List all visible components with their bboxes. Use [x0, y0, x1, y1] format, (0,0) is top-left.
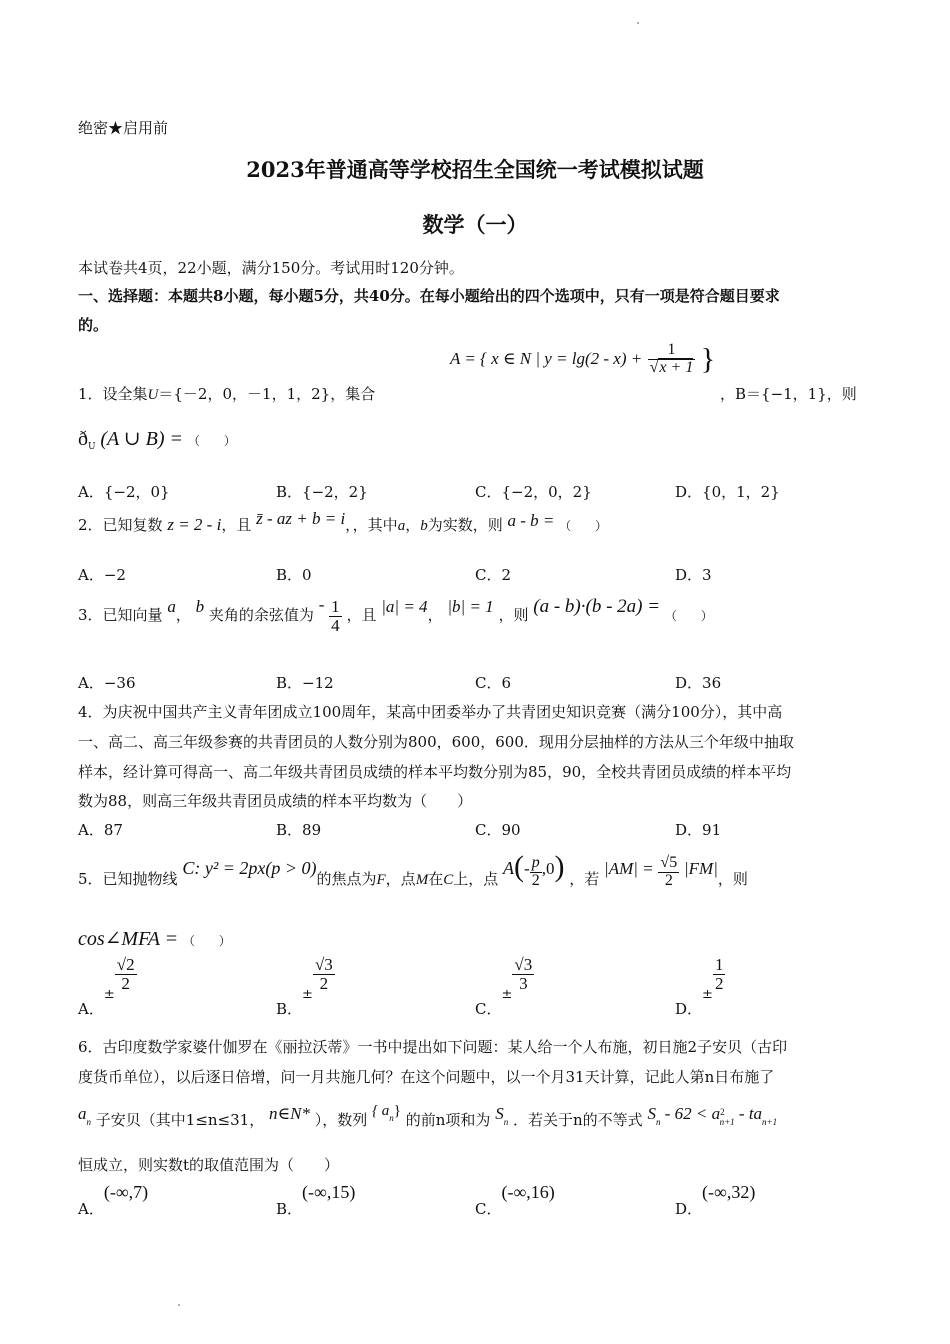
- q1-option-c: C．{−2，0，2}: [475, 483, 592, 501]
- q6-option-a: A．(-∞,7): [78, 1182, 149, 1218]
- q3-option-d: D．36: [675, 674, 722, 692]
- q4-option-b: B．89: [276, 821, 322, 839]
- q3-text: 3．已知向量 a， b 夹角的余弦值为 - $\frac{1}{4}$ ，且 |a| = 4， |b| = 1 ，则 (a - b)·(b - 2a) = （ ）: [78, 595, 713, 635]
- q4-line-1: 4．为庆祝中国共产主义青年团成立100周年，某高中团委举办了共青团史知识竞赛（满分100分），其中高: [78, 703, 783, 721]
- q5-option-a: A．± $\frac{√2}{2}$: [78, 955, 135, 1019]
- q1-option-a: A．{−2，0}: [78, 483, 170, 501]
- q2-option-b: B．0: [276, 566, 312, 584]
- q5-text: 5．已知抛物线 C: y² = 2px(p > 0)的焦点为F，点M在C上，点 A(- $\frac{p}{2}$ ,0) ，若 |AM| = $\frac{√5}{2}$ |FM|，则: [78, 850, 748, 889]
- q5-expression: cos∠MFA = （ ）: [78, 928, 231, 950]
- q3-option-b: B．−12: [276, 674, 334, 692]
- q4-option-c: C．90: [475, 821, 521, 839]
- q4-line-3: 样本，经计算可得高一、高二年级共青团员成绩的样本平均数分别为85，90，全校共青团员成绩的样本平均: [78, 763, 792, 781]
- secret-label: 绝密★启用前: [78, 119, 169, 137]
- q4-option-a: A．87: [78, 821, 123, 839]
- section-heading: 一、选择题：本题共8小题，每小题5分，共40分。在每小题给出的四个选项中，只有一项是符合题目要求: [78, 287, 780, 305]
- section-heading-cont: 的。: [78, 316, 109, 334]
- page-subtitle: 数学（一）: [422, 212, 528, 237]
- q5-option-b: B．± $\frac{√3}{2}$: [276, 955, 333, 1019]
- scan-dot: [178, 1304, 180, 1306]
- q4-line-2: 一、高二、高三年级参赛的共青团员的人数分别为800，600，600．现用分层抽样的方法从三个年级中抽取: [78, 733, 794, 751]
- q1-option-b: B．{−2，2}: [276, 483, 368, 501]
- q2-option-d: D．3: [675, 566, 712, 584]
- q1-expression: $ð_U$ (A ∪ B) = （ ）: [78, 428, 236, 452]
- q2-option-a: A．−2: [78, 566, 126, 584]
- q6-line-2: 度货币单位），以后逐日倍增，问一月共施几何？在这个问题中，以一个月31天计算，记此人第n日布施了: [78, 1068, 775, 1086]
- page-title: 2023年普通高等学校招生全国统一考试模拟试题: [246, 157, 704, 182]
- q2-text: 2．已知复数 z = 2 - i，且 z̄ - az + b = i，，其中a，b为实数，则 a - b = （ ）: [78, 509, 608, 534]
- q3-option-c: C．6: [475, 674, 512, 692]
- q3-option-a: A．−36: [78, 674, 136, 692]
- q1-text-b: ，B＝{−1，1}，则: [720, 385, 857, 403]
- q6-option-d: D．(-∞,32): [675, 1182, 756, 1218]
- intro-text: 本试卷共4页，22小题，满分150分。考试用时120分钟。: [78, 259, 464, 277]
- q4-line-4: 数为88，则高三年级共青团员成绩的样本平均数为（ ）: [78, 792, 473, 810]
- q6-line-1: 6．古印度数学家婆什伽罗在《丽拉沃蒂》一书中提出如下问题：某人给一个人布施，初日施2子安贝（古印: [78, 1038, 788, 1056]
- q4-option-d: D．91: [675, 821, 722, 839]
- q6-option-b: B．(-∞,15): [276, 1182, 356, 1218]
- q2-option-c: C．2: [475, 566, 512, 584]
- q1-set-a: A = { x ∈ N | y = lg(2 - x) + $\frac{1}{√x + 1}$ }: [450, 341, 716, 376]
- q1-text: 1．设全集U＝{－2，0，－1，1，2}，集合: [78, 385, 376, 403]
- q6-line-4: 恒成立，则实数t的取值范围为（ ）: [78, 1156, 340, 1174]
- q5-option-c: C．± $\frac{√3}{3}$: [475, 955, 533, 1019]
- q6-line-3: $a_n$ 子安贝（其中1≤n≤31， n∈N* ），数列 { $a_n$} 的前n项和为 $S_n$ ．若关于n的不等式 $S_n - 62 < a^2_{n+1} - ta_{n+1}$: [78, 1103, 778, 1129]
- scan-dot: [637, 22, 639, 24]
- q6-option-c: C．(-∞,16): [475, 1182, 555, 1218]
- q1-option-d: D．{0，1，2}: [675, 483, 780, 501]
- q5-option-d: D．± $\frac{1}{2}$: [675, 955, 724, 1019]
